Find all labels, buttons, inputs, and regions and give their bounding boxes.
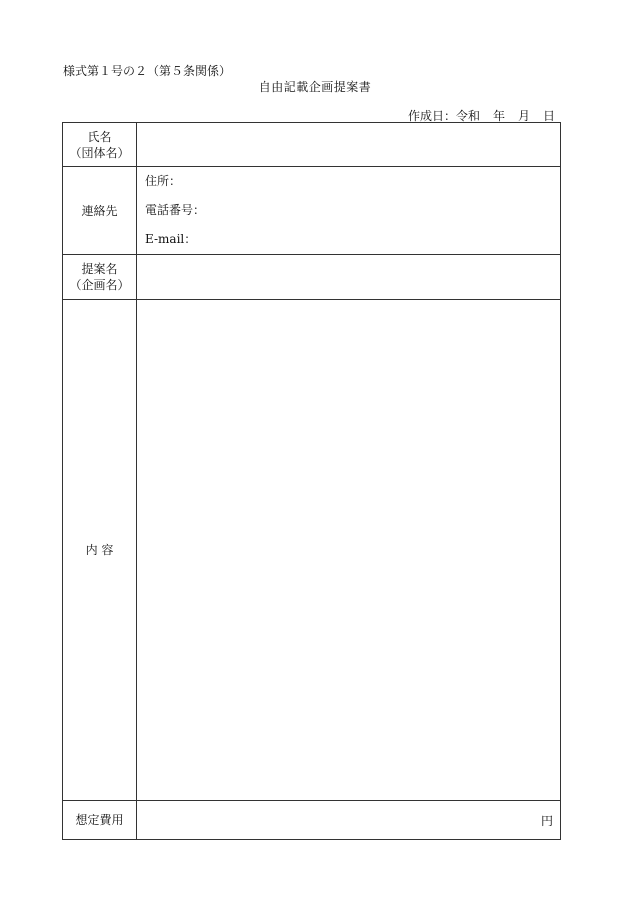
proposal-label-line1: 提案名 <box>81 262 118 276</box>
address-label: 住所： <box>145 174 182 188</box>
email-label: E-mail： <box>145 232 197 246</box>
phone-label: 電話番号： <box>145 203 206 217</box>
form-number: 様式第１号の２（第５条関係） <box>63 64 232 78</box>
name-label-line2: （団体名） <box>69 145 130 160</box>
contact-row <box>63 167 561 255</box>
content-row <box>63 300 561 801</box>
year-unit: 年 <box>492 109 505 123</box>
month-unit: 月 <box>517 109 530 123</box>
contact-label: 連絡先 <box>63 167 137 255</box>
proposal-name-row <box>63 255 561 300</box>
contact-field[interactable] <box>137 167 561 255</box>
yen-unit: 円 <box>540 813 553 828</box>
name-label-line1: 氏名 <box>87 129 112 144</box>
name-row <box>63 123 561 167</box>
cost-field[interactable] <box>137 801 561 840</box>
document-title: 自由記載企画提案書 <box>258 80 372 94</box>
proposal-form-table <box>62 122 561 840</box>
day-unit: 日 <box>542 109 555 123</box>
cost-row <box>63 801 561 840</box>
proposal-name-label <box>63 255 137 300</box>
name-field[interactable] <box>137 123 561 167</box>
proposal-name-field[interactable] <box>137 255 561 300</box>
content-label: 内 容 <box>63 300 137 801</box>
content-field[interactable] <box>137 300 561 801</box>
proposal-label-line2: （企画名） <box>69 278 130 292</box>
name-label <box>63 123 137 167</box>
date-label: 作成日：令和 <box>407 109 480 123</box>
cost-label: 想定費用 <box>63 801 137 840</box>
